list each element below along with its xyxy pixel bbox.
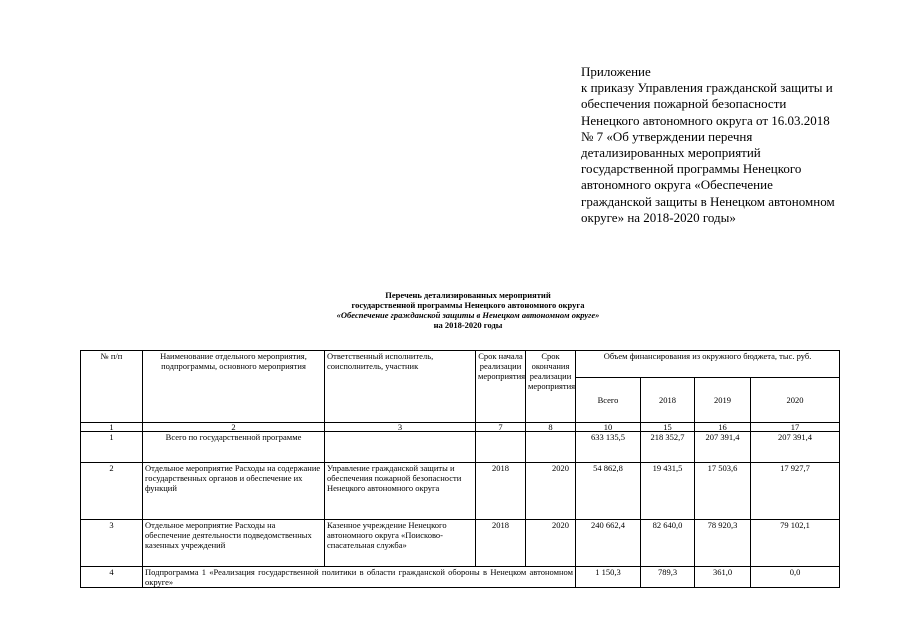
cell-num: 4 (81, 567, 143, 588)
header-responsible: Ответственный исполнитель, соисполнитель, участник (325, 351, 476, 423)
appendix-line: детализированных мероприятий (581, 145, 761, 161)
cell-start (476, 432, 526, 463)
cell-start: 2018 (476, 520, 526, 567)
cell-name: Всего по государственной программе (143, 432, 325, 463)
cell-num: 2 (81, 463, 143, 520)
appendix-block (581, 64, 881, 226)
header-start: Срок начала реализации мероприятия (476, 351, 526, 423)
cell-2019: 207 391,4 (695, 432, 751, 463)
cell-name: Отдельное мероприятие Расходы на обеспечение деятельности подведомственных казенных учреждений (143, 520, 325, 567)
table-row (81, 432, 840, 463)
title-line-3: «Обеспечение гражданской защиты в Ненецком автономном округе» (336, 310, 600, 320)
col-number: 17 (751, 423, 840, 432)
header-2018: 2018 (641, 378, 695, 423)
appendix-line: государственной программы Ненецкого (581, 161, 802, 177)
appendix-line: обеспечения пожарной безопасности (581, 96, 787, 112)
col-number: 10 (576, 423, 641, 432)
appendix-line: Ненецкого автономного округа от 16.03.2018 (581, 112, 830, 128)
cell-responsible (325, 432, 476, 463)
cell-responsible: Управление гражданской защиты и обеспечения пожарной безопасности Ненецкого автономного округа (325, 463, 476, 520)
header-end: Срок окончания реализации мероприятия (526, 351, 576, 423)
cell-total: 54 862,8 (576, 463, 641, 520)
title-line-2: государственной программы Ненецкого автономного округа (351, 300, 585, 310)
cell-total: 633 135,5 (576, 432, 641, 463)
header-name: Наименование отдельного мероприятия, подпрограммы, основного мероприятия (143, 351, 325, 423)
cell-2018: 82 640,0 (641, 520, 695, 567)
cell-2019: 78 920,3 (695, 520, 751, 567)
col-number: 15 (641, 423, 695, 432)
cell-total: 1 150,3 (576, 567, 641, 588)
header-funding: Объем финансирования из окружного бюджета, тыс. руб. (576, 351, 840, 378)
appendix-line: гражданской защиты в Ненецком автономном (581, 193, 835, 209)
cell-2018: 19 431,5 (641, 463, 695, 520)
header-2020: 2020 (751, 378, 840, 423)
title-line-4: на 2018-2020 годы (433, 320, 503, 330)
appendix-line: Приложение (581, 64, 651, 79)
activities-table (80, 350, 840, 588)
cell-end (526, 432, 576, 463)
header-total: Всего (576, 378, 641, 423)
appendix-line: округе» на 2018-2020 годы» (581, 209, 736, 225)
appendix-line: № 7 «Об утверждении перечня (581, 128, 753, 144)
cell-end: 2020 (526, 463, 576, 520)
header-num: № п/п (81, 351, 143, 423)
col-number: 16 (695, 423, 751, 432)
col-number: 2 (143, 423, 325, 432)
col-number: 8 (526, 423, 576, 432)
document-title (228, 290, 708, 330)
cell-start: 2018 (476, 463, 526, 520)
cell-2019: 361,0 (695, 567, 751, 588)
cell-end: 2020 (526, 520, 576, 567)
col-number: 1 (81, 423, 143, 432)
appendix-line: к приказу Управления гражданской защиты и (581, 80, 833, 96)
cell-name: Отдельное мероприятие Расходы на содержание государственных органов и обеспечение их функций (143, 463, 325, 520)
column-number-row (81, 423, 840, 432)
header-2019: 2019 (695, 378, 751, 423)
appendix-line: автономного округа «Обеспечение (581, 177, 773, 193)
cell-2018: 789,3 (641, 567, 695, 588)
table-row (81, 520, 840, 567)
cell-2020: 207 391,4 (751, 432, 840, 463)
cell-responsible: Казенное учреждение Ненецкого автономного округа «Поисково-спасательная служба» (325, 520, 476, 567)
cell-2019: 17 503,6 (695, 463, 751, 520)
table-row (81, 463, 840, 520)
col-number: 7 (476, 423, 526, 432)
cell-2020: 79 102,1 (751, 520, 840, 567)
title-line-1: Перечень детализированных мероприятий (385, 290, 551, 300)
cell-subprogram-name: Подпрограмма 1 «Реализация государственной политики в области гражданской обороны в Ненецком автономном округе» (143, 567, 576, 588)
cell-2018: 218 352,7 (641, 432, 695, 463)
cell-num: 1 (81, 432, 143, 463)
cell-2020: 0,0 (751, 567, 840, 588)
cell-2020: 17 927,7 (751, 463, 840, 520)
cell-num: 3 (81, 520, 143, 567)
cell-total: 240 662,4 (576, 520, 641, 567)
table-row (81, 567, 840, 588)
col-number: 3 (325, 423, 476, 432)
